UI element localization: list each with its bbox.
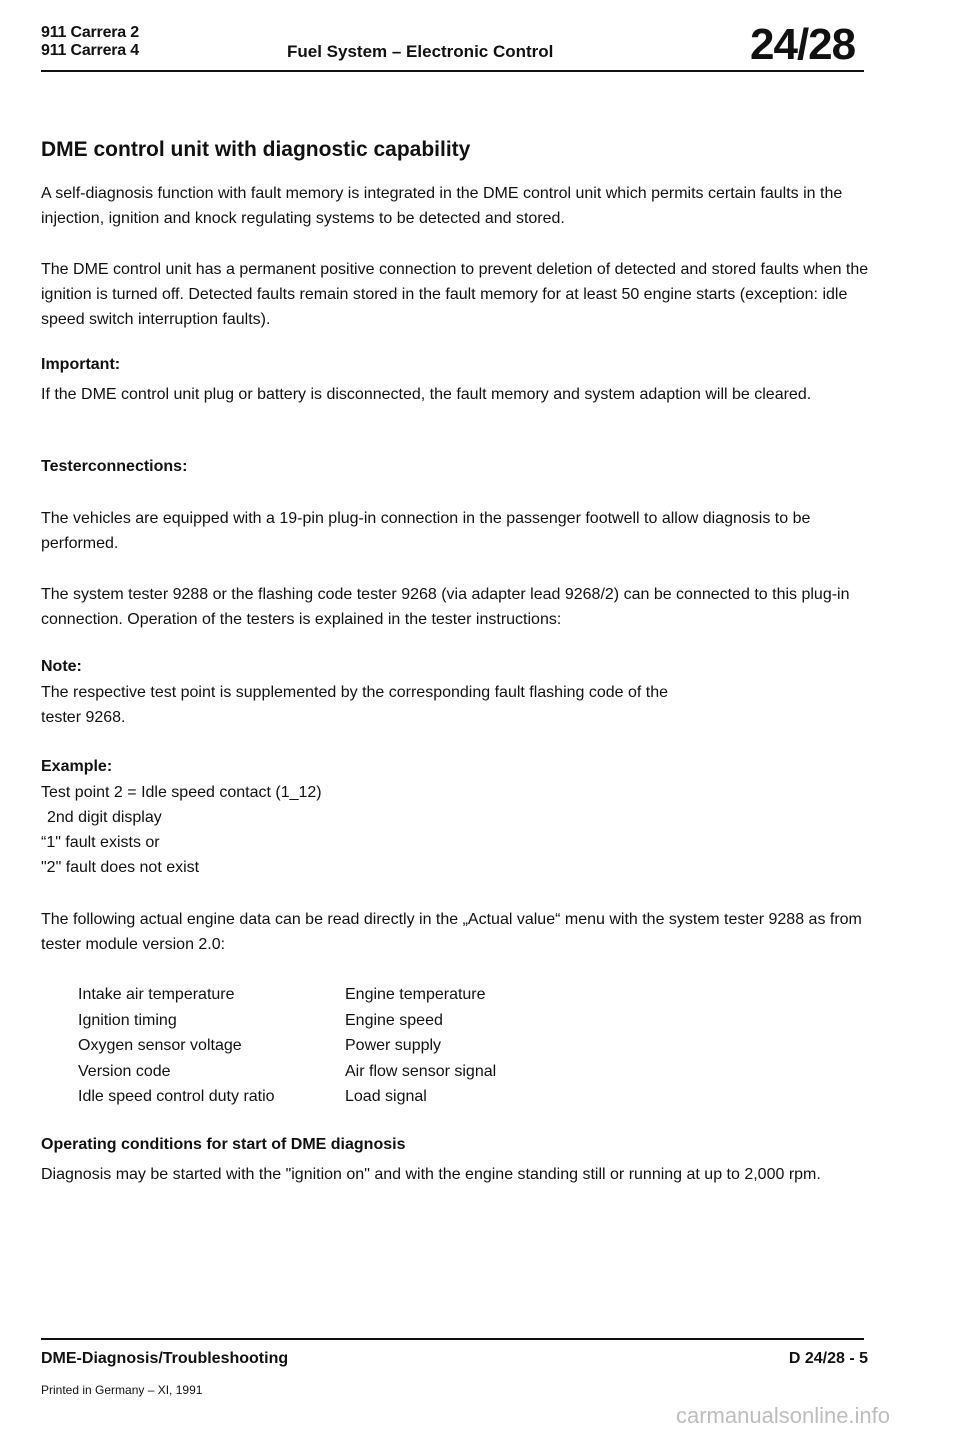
example-line: "2" fault does not exist <box>41 859 200 876</box>
note-text-line-2: tester 9268. <box>41 709 126 726</box>
model-line-2: 911 Carrera 4 <box>41 42 139 59</box>
example-line: 2nd digit display <box>47 809 162 826</box>
model-line-1: 911 Carrera 2 <box>41 24 139 41</box>
list-item: Ignition timing <box>78 1011 177 1029</box>
operating-conditions-label: Operating conditions for start of DME diagnosis <box>41 1136 406 1153</box>
list-item: Engine speed <box>345 1011 443 1029</box>
intro-paragraph: A self-diagnosis function with fault memory is integrated in the DME control unit which permits certain faults in the injection, ignition and knock regulating systems to be detected and stored. <box>41 185 843 227</box>
important-label: Important: <box>41 356 121 373</box>
example-line: Test point 2 = Idle speed contact (1_12) <box>41 784 322 801</box>
footer-rule <box>41 1338 864 1340</box>
footer-section-title: DME-Diagnosis/Troubleshooting <box>41 1350 289 1367</box>
printed-note: Printed in Germany – XI, 1991 <box>41 1383 203 1397</box>
watermark: carmanualsonline.info <box>676 1403 891 1428</box>
note-text-line-1: The respective test point is supplemented by the corresponding fault flashing code of the <box>41 684 669 701</box>
page-header-title: Fuel System – Electronic Control <box>287 42 554 61</box>
footer-page-number: D 24/28 - 5 <box>788 1350 868 1367</box>
operating-conditions-text: Diagnosis may be started with the "ignition on" and with the engine standing still or running at up to 2,000 rpm. <box>41 1166 821 1183</box>
tester-paragraph-2: The system tester 9288 or the flashing code tester 9268 (via adapter lead 9268/2) can be connected to this plug-in connection. Operation of the testers is explained in the tester instructions: <box>41 586 850 628</box>
list-item: Air flow sensor signal <box>345 1062 497 1080</box>
list-item: Engine temperature <box>345 986 486 1003</box>
list-item: Intake air temperature <box>78 986 235 1003</box>
tester-connections-label: Testerconnections: <box>41 458 188 475</box>
important-text: If the DME control unit plug or battery is disconnected, the fault memory and system adaption will be cleared. <box>41 386 812 403</box>
permanent-connection-paragraph: The DME control unit has a permanent positive connection to prevent deletion of detected and stored faults when the ignition is turned off. Detected faults remain stored in the fault memory for at least 50 engine starts (exception: idle speed switch interruption faults). <box>41 261 869 328</box>
tester-paragraph-1: The vehicles are equipped with a 19-pin plug-in connection in the passenger footwell to allow diagnosis to be performed. <box>41 510 811 552</box>
header-rule <box>41 70 864 72</box>
actual-value-paragraph: The following actual engine data can be read directly in the „Actual value“ menu with the system tester 9288 as from tester module version 2.0: <box>41 911 862 953</box>
list-item: Idle speed control duty ratio <box>78 1088 275 1105</box>
list-item: Power supply <box>345 1037 442 1054</box>
list-item: Version code <box>78 1062 171 1080</box>
list-item: Oxygen sensor voltage <box>78 1037 242 1054</box>
actual-values-right-column <box>345 982 496 1110</box>
section-title: DME control unit with diagnostic capability <box>41 138 471 161</box>
list-item: Load signal <box>345 1088 427 1105</box>
page-group-number: 24/28 <box>750 20 856 69</box>
example-label: Example: <box>41 758 113 775</box>
actual-values-left-column <box>78 982 275 1110</box>
example-line: “1" fault exists or <box>41 834 160 851</box>
note-label: Note: <box>41 658 82 675</box>
